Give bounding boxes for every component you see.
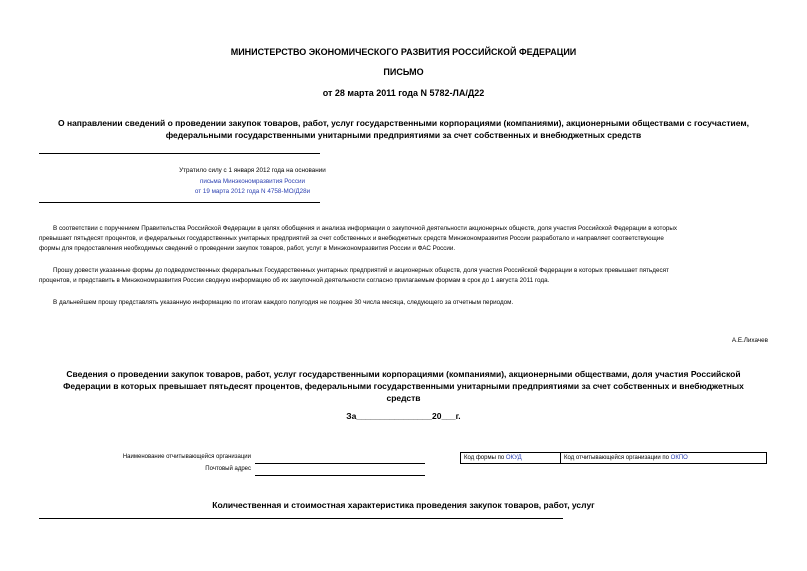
codes-box [460, 452, 767, 464]
form-title-line-2: Федерации в которых превышает пятьдесят процентов, федеральными государственными унитарными предприятиями за счет собственных и внебюджетных [63, 381, 744, 391]
okpo-label: Код отчитывающейся организации по [564, 455, 671, 461]
form-title-line-3: средств [386, 393, 421, 403]
okud-label: Код формы по [464, 455, 506, 461]
form-title-line-1: Сведения о проведении закупок товаров, работ, услуг государственными корпорациями (компаниями), акционерными обществами, доля участия Российской [66, 369, 741, 379]
section-title: Количественная и стоимостная характеристика проведения закупок товаров, работ, услуг [212, 500, 595, 510]
status-note-line-1: Утратило силу с 1 января 2012 года на основании [179, 167, 326, 174]
okpo-cell [561, 453, 766, 463]
section-divider [39, 518, 563, 519]
para2-line-1: Прошу довести указанные формы до подведомственных федеральных Государственных унитарных предприятий и акционерных обществ, доля участия Российской Федерации в которых превышает пятьдесят [53, 267, 669, 274]
status-note-link-1[interactable]: письма Минэкономразвития России [199, 178, 306, 185]
address-field[interactable] [255, 475, 425, 476]
para3: В дальнейшем прошу представлять указанную информацию по итогам каждого полугодия не позднее 30 числа месяца, следующего за отчетным периодом. [53, 299, 514, 306]
subject-line-2: федеральными государственными унитарными предприятиями за счет собственных и внебюджетных средств [165, 130, 642, 140]
divider-top [39, 153, 320, 154]
okpo-link[interactable]: ОКПО [670, 455, 688, 461]
para1-line-3: формы для предоставления необходимых сведений о проведении закупок товаров, работ, услуг в Минэкономразвития России и ФАС России. [39, 245, 456, 252]
org-name-label: Наименование отчитывающейся организации [122, 454, 251, 460]
subject-line-1: О направлении сведений о проведении закупок товаров, работ, услуг государственными корпорациями (компаниями), акционерными обществами с госучастием, [57, 118, 750, 128]
okud-link[interactable]: ОКУД [505, 455, 522, 461]
divider-bottom [39, 202, 320, 203]
para1-line-1: В соответствии с поручением Правительства Российской Федерации в целях обобщения и анализа информации о закупочной деятельности акционерных обществ, доля участия Российской Федерации в которых [53, 225, 678, 232]
org-name-field[interactable] [255, 463, 425, 464]
doc-type: ПИСЬМО [383, 67, 424, 77]
doc-date: от 28 марта 2011 года N 5782-ЛА/Д22 [322, 88, 485, 98]
para2-line-2: процентов, и представить в Минэкономразвития России сводную информацию об их закупочной деятельности согласно прилагаемым формам в срок до 1 августа 2011 года. [39, 277, 550, 284]
ministry-title: МИНИСТЕРСТВО ЭКОНОМИЧЕСКОГО РАЗВИТИЯ РОССИЙСКОЙ ФЕДЕРАЦИИ [230, 47, 577, 57]
address-label: Почтовый адрес [205, 466, 251, 472]
signature: А.Е.Лихачев [731, 337, 768, 344]
para1-line-2: превышает пятьдесят процентов, и федеральных государственных унитарных предприятий за счет собственных и внебюджетных средств Минэкономразвития России разработало и направляет соответствующие [39, 235, 664, 242]
okud-cell [461, 453, 561, 463]
period-field: За________________20___г. [346, 411, 461, 421]
status-note-link-2[interactable]: от 19 марта 2012 года N 4758-МО/Д28и [194, 188, 311, 195]
